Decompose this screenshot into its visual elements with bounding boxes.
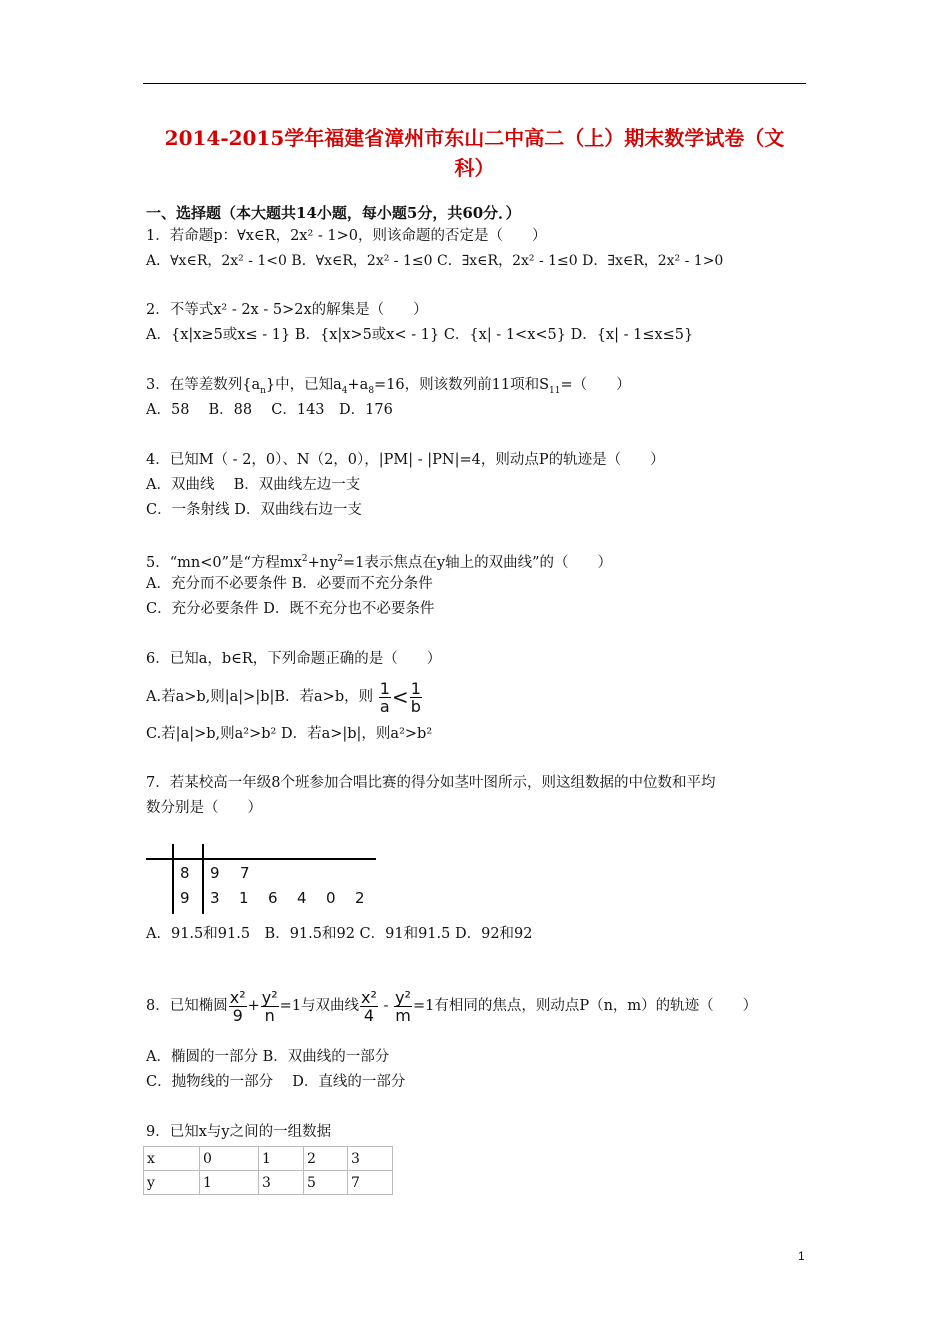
- q4-options-2: C．一条射线 D．双曲线右边一支: [146, 502, 362, 518]
- q8-stem: 8．已知椭圆 $\frac{\text{x²}}{9}$ + $\frac{\text{y²}}{n}$ =1与双曲线 $\frac{\text{x²}}{4}$ - $\frac{\text{y²}}{m}$ =1有相同的焦点，则动点P（n，m）的轨迹（ ）: [146, 987, 758, 1025]
- title-line-2: 科）: [454, 156, 495, 180]
- q2-options: A．{x|x≥5或x≤ - 1} B．{x|x>5或x< - 1} C．{x| - 1<x<5} D．{x| - 1≤x≤5}: [146, 327, 694, 343]
- hyperbola-x-term: $\frac{\text{x²}}{4}$: [361, 987, 377, 1025]
- q7-stem-1: 7．若某校高一年级8个班参加合唱比赛的得分如茎叶图所示，则这组数据的中位数和平均: [146, 775, 716, 791]
- table-row: x 0 1 2 3: [144, 1147, 393, 1171]
- q3-stem: 3．在等差数列$\{a_n\}$中，已知$a_4+a_8=16$，则该数列前11项和$S_{11}=$（ ）: [146, 377, 631, 396]
- ellipse-x-term: $\frac{\text{x²}}{9}$: [229, 987, 246, 1025]
- header-rule: [143, 83, 806, 84]
- q8-options-2: C．抛物线的一部分 D．直线的一部分: [146, 1074, 406, 1090]
- page-number: 1: [798, 1249, 805, 1263]
- q7-options: A．91.5和91.5 B．91.5和92 C．91和91.5 D．92和92: [146, 926, 533, 942]
- q2-stem: 2．不等式x² - 2x - 5>2x的解集是（ ）: [146, 302, 428, 318]
- table-row: y 1 3 5 7: [144, 1171, 393, 1195]
- q5-options-1: A．充分而不必要条件 B．必要而不充分条件: [146, 576, 433, 592]
- stem-leaf-top-line: [146, 858, 376, 860]
- fraction-1-over-a: $\frac{1}{a}$: [379, 678, 390, 716]
- q6-options-2: C.若|a|>b,则a²>b² D．若a>|b|，则a²>b²: [146, 726, 433, 742]
- stem-leaf-left-line: [172, 844, 174, 914]
- q5-options-2: C．充分必要条件 D．既不充分也不必要条件: [146, 601, 435, 617]
- stem-leaf-plot: 8 9 7 9 3 1 6 4 0 2: [146, 844, 378, 914]
- xy-data-table: [143, 1146, 393, 1195]
- q6-stem: 6．已知a，b∈R，下列命题正确的是（ ）: [146, 651, 442, 667]
- q7-stem-2: 数分别是（ ）: [146, 800, 262, 816]
- q1-options: A．∀x∈R，2x² - 1<0 B．∀x∈R，2x² - 1≤0 C．∃x∈R，2x² - 1≤0 D．∃x∈R，2x² - 1>0: [146, 253, 724, 269]
- q8-options-1: A．椭圆的一部分 B．双曲线的一部分: [146, 1049, 390, 1065]
- fraction-1-over-b: $\frac{1}{b}$: [410, 678, 421, 716]
- hyperbola-y-term: $\frac{\text{y²}}{m}$: [395, 987, 411, 1025]
- q4-options-1: A．双曲线 B．双曲线左边一支: [146, 477, 361, 493]
- exam-title: [143, 123, 806, 183]
- q5-stem: 5．“mn<0”是“方程$mx^2+ny^2=1$表示焦点在y轴上的双曲线”的（ ）: [146, 554, 612, 571]
- ellipse-y-term: $\frac{\text{y²}}{n}$: [261, 987, 278, 1025]
- section-heading: 一、选择题（本大题共14小题，每小题5分，共60分．）: [146, 204, 521, 222]
- q1-stem: 1．若命题p：∀x∈R，2x² - 1>0，则该命题的否定是（ ）: [146, 228, 547, 244]
- q9-stem: 9．已知x与y之间的一组数据: [146, 1124, 332, 1140]
- stem-leaf-divider: [202, 844, 204, 914]
- q6-options-1: A.若a>b,则|a|>|b|B．若a>b，则 $\frac{1}{a}$ < $\frac{1}{b}$: [146, 678, 421, 716]
- q4-stem: 4．已知M（ - 2，0）、N（2，0），|PM| - |PN|=4，则动点P的轨迹是（ ）: [146, 452, 665, 468]
- q3-options: A．58 B．88 C．143 D．176: [146, 402, 393, 418]
- title-line-1: 2014-2015学年福建省漳州市东山二中高二（上）期末数学试卷（文: [164, 126, 785, 150]
